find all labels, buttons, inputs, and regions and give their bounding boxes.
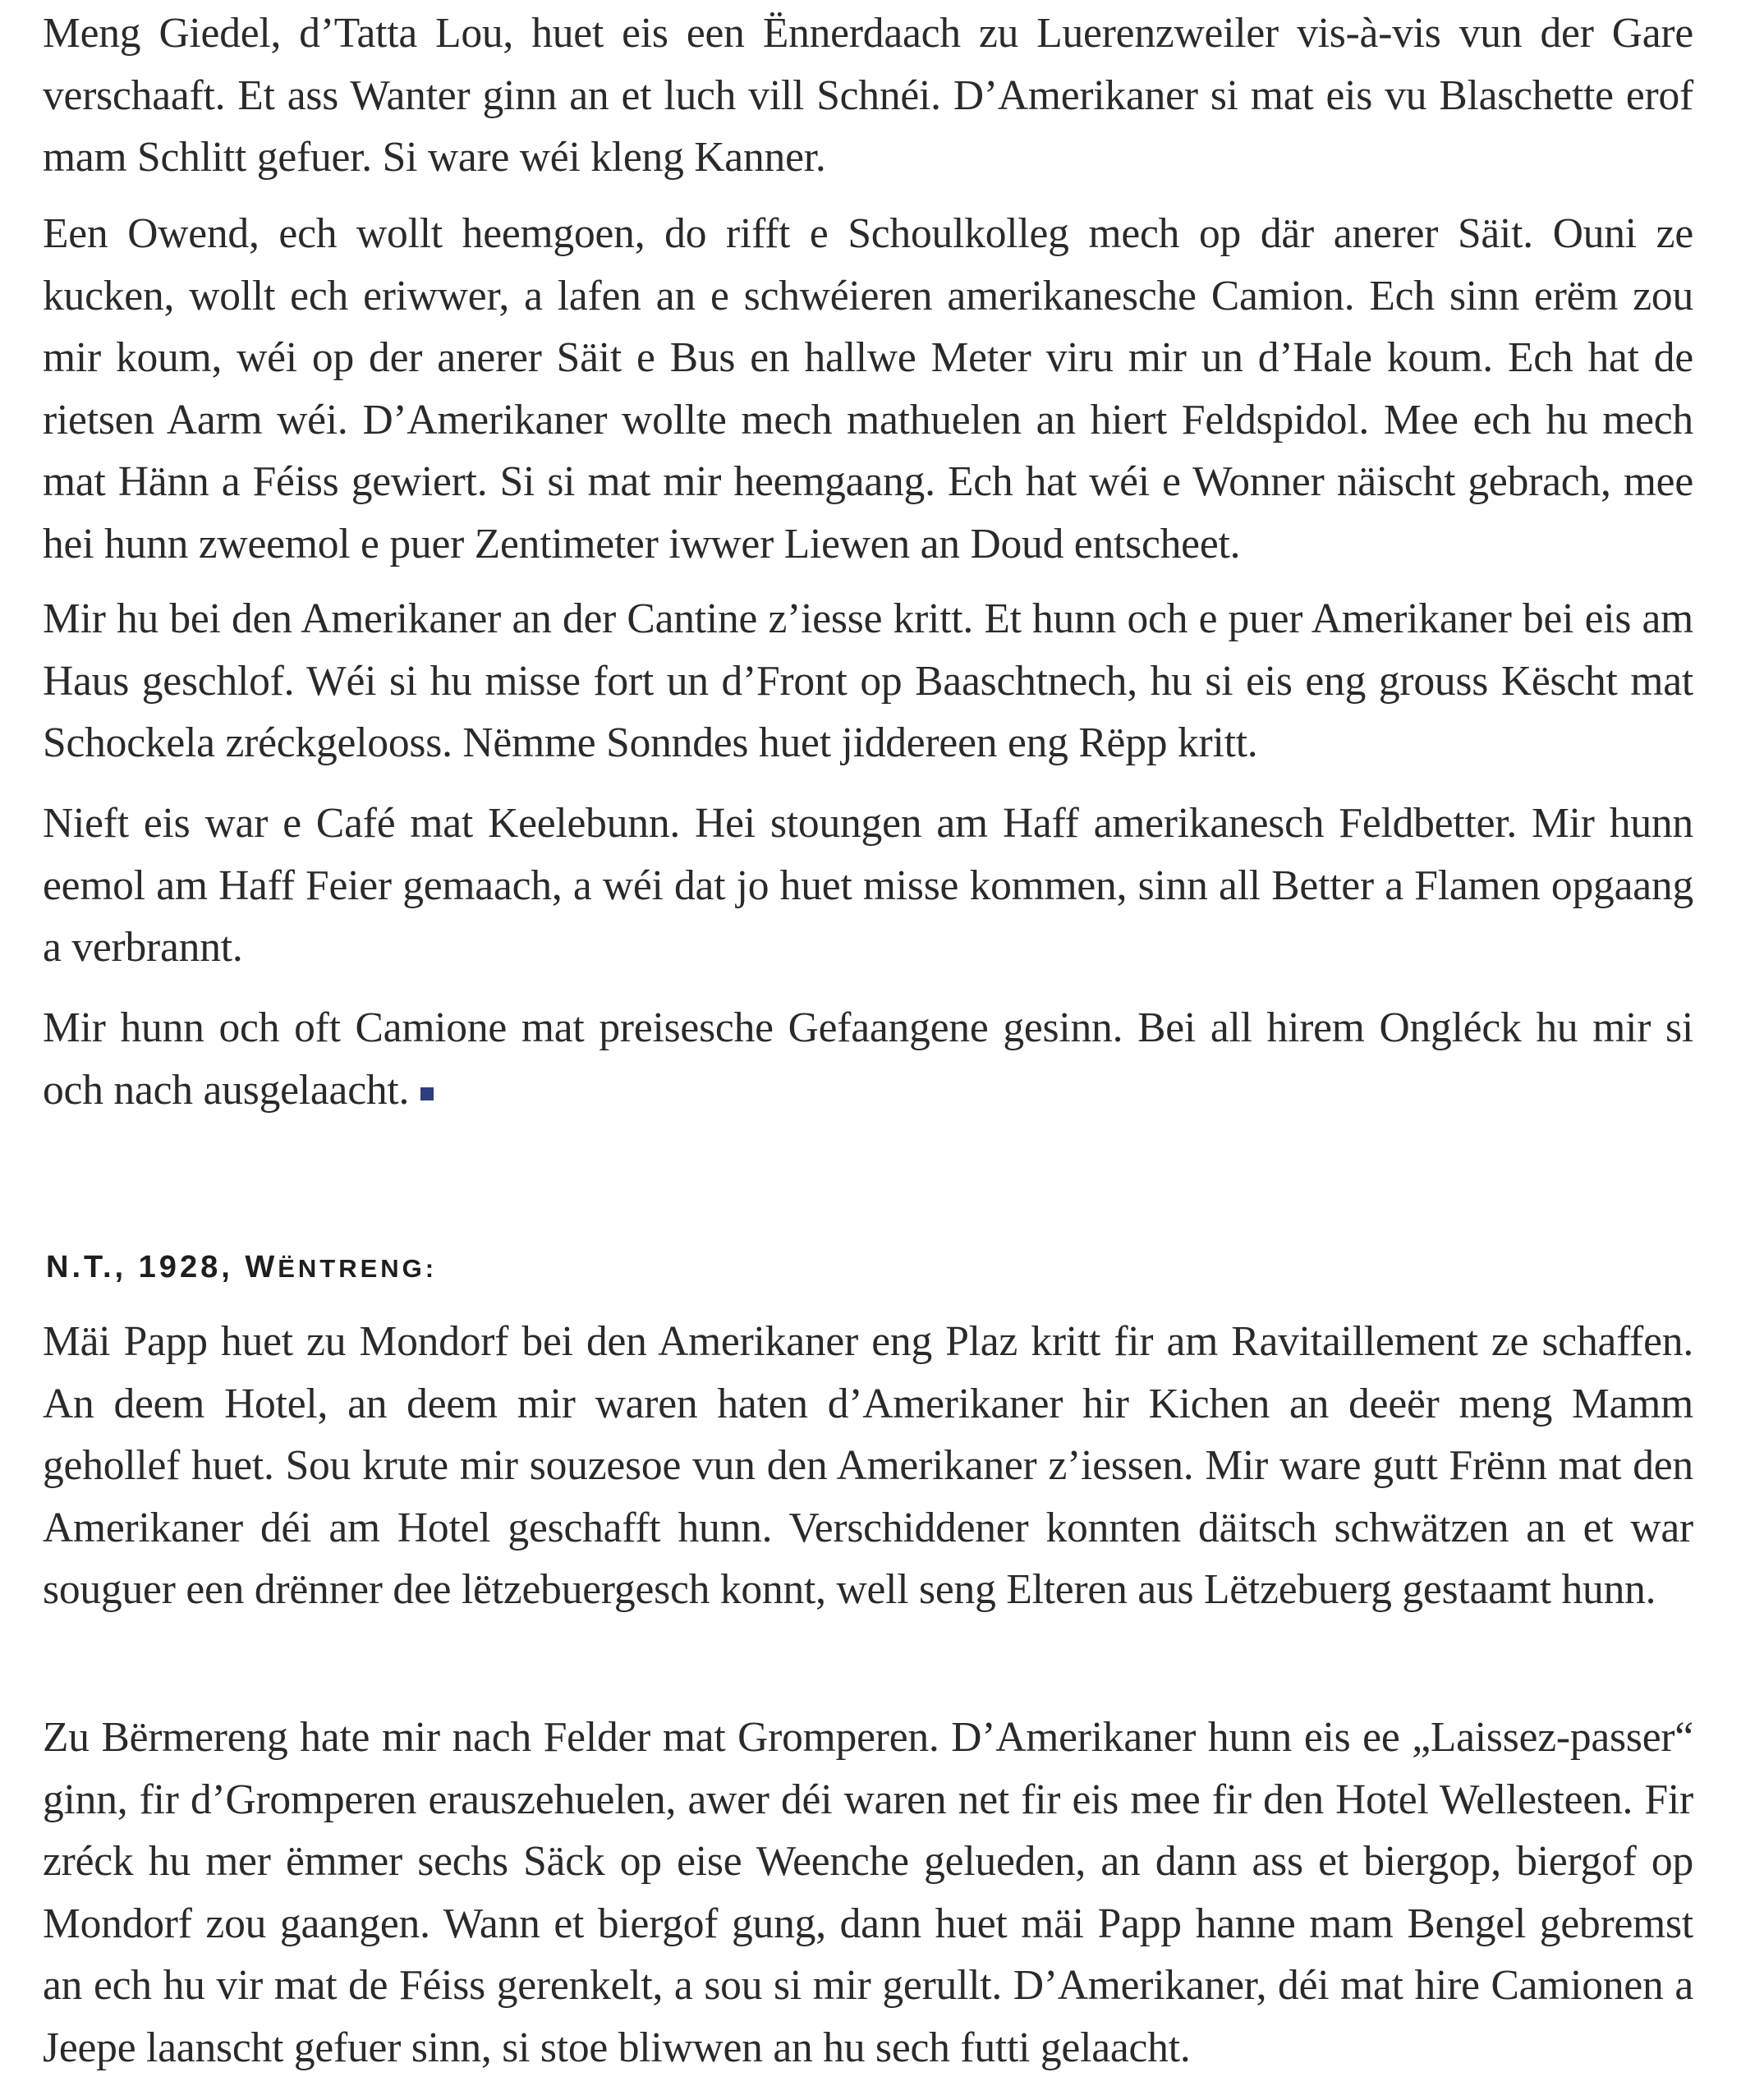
section-heading-prefix: N.T., 1928, W (46, 1250, 278, 1284)
paragraph-5 (43, 997, 1693, 1121)
paragraph-1: Meng Giedel, d’Tatta Lou, huet eis een Ënnerdaach zu Luerenzweiler vis-à-vis vun der Gare verschaaft. Et ass Wanter ginn an et luch vill Schnéi. D’Amerikaner si mat eis vu Blaschette erof mam Schlitt gefuer. Si ware wéi kleng Kanner. (43, 10, 1693, 181)
paragraph-3: Mir hu bei den Amerikaner an der Cantine z’iesse kritt. Et hunn och e puer Amerikaner bei eis am Haus geschlof. Wéi si hu misse fort un d’Front op Baaschtnech, hu si eis eng grouss Këscht mat Schockela zréckgelooss. Nëmme Sonndes huet jiddereen eng Rëpp kritt. (43, 595, 1693, 766)
end-of-article-icon (420, 1087, 434, 1100)
paragraph-7: Zu Bërmereng hate mir nach Felder mat Gromperen. D’Amerikaner hunn eis ee „Laissez-passer“ ginn, fir d’Gromperen erauszehuelen, awer déi waren net fir eis mee fir den Hotel Wellesteen. Fir zréck hu mer ëmmer sechs Säck op eise Weenche gelueden, an dann ass et biergop, biergof op Mondorf zou gaangen. Wann et biergof gung, dann huet mäi Papp hanne mam Bengel gebremst an ech hu vir mat de Féiss gerenkelt, a sou si mir gerullt. D’Amerikaner, déi mat hire Camionen a Jeepe laanscht gefuer sinn, si stoe bliwwen an hu sech futti gelaacht. (43, 1714, 1693, 2071)
paragraph-2: Een Owend, ech wollt heemgoen, do rifft e Schoulkolleg mech op där anerer Säit. Ouni ze kucken, wollt ech eriwwer, a lafen an e schwéieren amerikanesche Camion. Ech sinn erëm zou mir koum, wéi op der anerer Säit e Bus en hallwe Meter viru mir un d’Hale koum. Ech hat de rietsen Aarm wéi. D’Amerikaner wollte mech mathuelen an hiert Feldspidol. Mee ech hu mech mat Hänn a Féiss gewiert. Si si mat mir heemgaang. Ech hat wéi e Wonner näischt gebrach, mee hei hunn zweemol e puer Zentimeter iwwer Liewen an Doud entscheet. (43, 210, 1693, 567)
section-heading (46, 1250, 437, 1285)
paragraph-5-text: Mir hunn och oft Camione mat preisesche Gefaangene gesinn. Bei all hirem Ongléck hu mir si och nach ausgelaacht. (43, 1004, 1693, 1114)
paragraph-4: Nieft eis war e Café mat Keelebunn. Hei stoungen am Haff amerikanesch Feldbetter. Mir hunn eemol am Haff Feier gemaach, a wéi dat jo huet misse kommen, sinn all Better a Flamen opgaang a verbrannt. (43, 800, 1693, 971)
paragraph-6: Mäi Papp huet zu Mondorf bei den Amerikaner eng Plaz kritt fir am Ravitaillement ze schaffen. An deem Hotel, an deem mir waren haten d’Amerikaner hir Kichen an deeër meng Mamm gehollef huet. Sou krute mir souzesoe vun den Amerikaner z’iessen. Mir ware gutt Frënn mat den Amerikaner déi am Hotel geschafft hunn. Verschiddener konnten däitsch schwätzen an et war souguer een drënner dee lëtzebuergesch konnt, well seng Elteren aus Lëtzebuerg gestaamt hunn. (43, 1318, 1693, 1613)
section-heading-smallcaps: ËNTRENG: (278, 1254, 438, 1283)
